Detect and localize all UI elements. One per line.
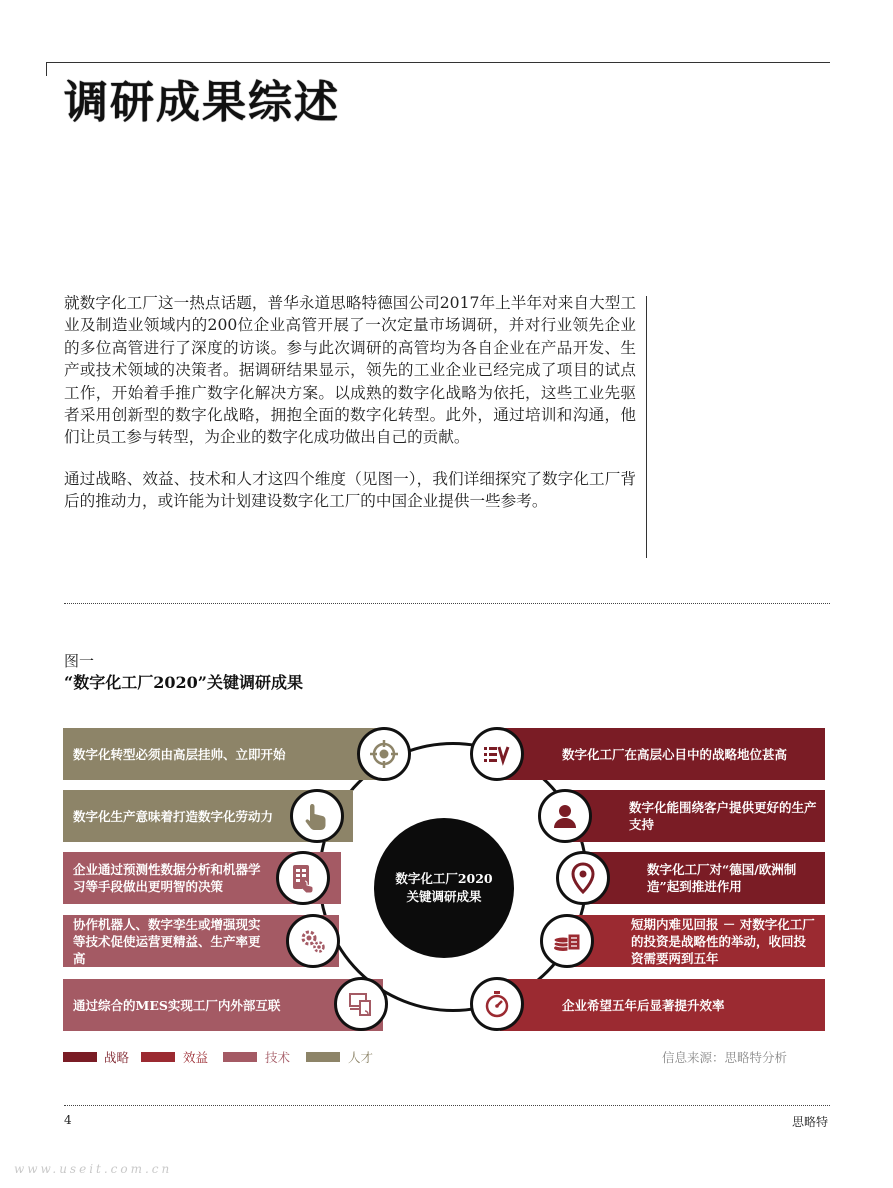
finding-text: 协作机器人、数字孪生或增强现实等技术促使运营更精益、生产率更高 — [73, 916, 261, 966]
intro-paragraph-1: 就数字化工厂这一热点话题，普华永道思略特德国公司2017年上半年对来自大型工业及制造业领域内的200位企业高管开展了一次定量市场调研，并对行业领先企业的多位高管进行了深度的访谈。参与此次调研的高管均为各自企业在产品开发、生产或技术领域的决策者。据调研结果显示，领先的工业企业已经完成了项目的试点工作，开始着手推广数字化解决方案。以成熟的数字化战略为依托，这些工业先驱者采用创新型的数字化战略，拥抱全面的数字化转型。此外，通过培训和沟通，他们让员工参与转型，为企业的数字化成功做出自己的贡献。 — [64, 294, 636, 447]
footer-divider — [64, 1105, 830, 1106]
legend-label-benefit: 效益 — [183, 1050, 209, 1065]
header-tick — [46, 62, 47, 76]
center-label-line1: 数字化工厂2020 — [395, 871, 493, 886]
list-check-icon — [470, 727, 524, 781]
page-number: 4 — [64, 1113, 72, 1127]
figure-source: 信息来源：思略特分析 — [662, 1050, 788, 1065]
hand-pointer-icon — [290, 789, 344, 843]
finding-right-5 — [500, 979, 825, 1031]
devices-connect-icon — [334, 977, 388, 1031]
target-icon — [357, 727, 411, 781]
figure-title: “数字化工厂2020”关键调研成果 — [64, 673, 303, 692]
legend-swatch-benefit — [141, 1052, 175, 1062]
finding-text: 企业通过预测性数据分析和机器学习等手段做出更明智的决策 — [73, 862, 261, 894]
legend-swatch-technology — [223, 1052, 257, 1062]
legend-swatch-strategy — [63, 1052, 97, 1062]
intro-paragraph-2: 通过战略、效益、技术和人才这四个维度（见图一），我们详细探究了数字化工厂背后的推动力，或许能为计划建设数字化工厂的中国企业提供一些参考。 — [64, 469, 636, 511]
gears-icon — [286, 914, 340, 968]
finding-right-4 — [569, 915, 825, 967]
finding-left-1 — [63, 728, 383, 780]
person-icon — [538, 789, 592, 843]
legend-label-talent: 人才 — [348, 1050, 374, 1065]
finding-text: 数字化能围绕客户提供更好的生产支持 — [629, 800, 817, 832]
finding-text: 数字化生产意味着打造数字化劳动力 — [73, 808, 274, 824]
figure-label: 图一 — [64, 652, 95, 670]
finding-text: 短期内难见回报 － 对数字化工厂的投资是战略性的举动，收回投资需要两到五年 — [631, 916, 815, 966]
intro-text — [64, 292, 636, 532]
watermark: www.useit.com.cn — [14, 1162, 173, 1176]
finding-text: 数字化工厂对“德国/欧洲制造”起到推进作用 — [647, 862, 797, 894]
finding-text: 数字化转型必须由高层挂帅、立即开始 — [73, 746, 286, 762]
finding-text: 企业希望五年后显著提升效率 — [562, 997, 725, 1013]
page-title: 调研成果综述 — [64, 77, 340, 128]
finding-right-2 — [567, 790, 825, 842]
footer-brand: 思略特 — [792, 1115, 829, 1129]
center-label-line2: 关键调研成果 — [406, 889, 482, 904]
legend-label-strategy: 战略 — [104, 1050, 130, 1065]
tablet-touch-icon — [276, 851, 330, 905]
coins-icon — [540, 914, 594, 968]
text-side-rule — [646, 296, 647, 558]
figure-center-disc — [374, 818, 514, 958]
finding-text: 通过综合的MES实现工厂内外部互联 — [73, 997, 281, 1013]
header-rule — [46, 62, 830, 63]
stopwatch-icon — [470, 977, 524, 1031]
map-pin-icon — [556, 851, 610, 905]
finding-right-1 — [500, 728, 825, 780]
finding-text: 数字化工厂在高层心目中的战略地位甚高 — [562, 746, 788, 762]
legend-label-technology: 技术 — [265, 1050, 291, 1065]
finding-right-3 — [585, 852, 825, 904]
section-divider — [64, 603, 830, 604]
legend-swatch-talent — [306, 1052, 340, 1062]
